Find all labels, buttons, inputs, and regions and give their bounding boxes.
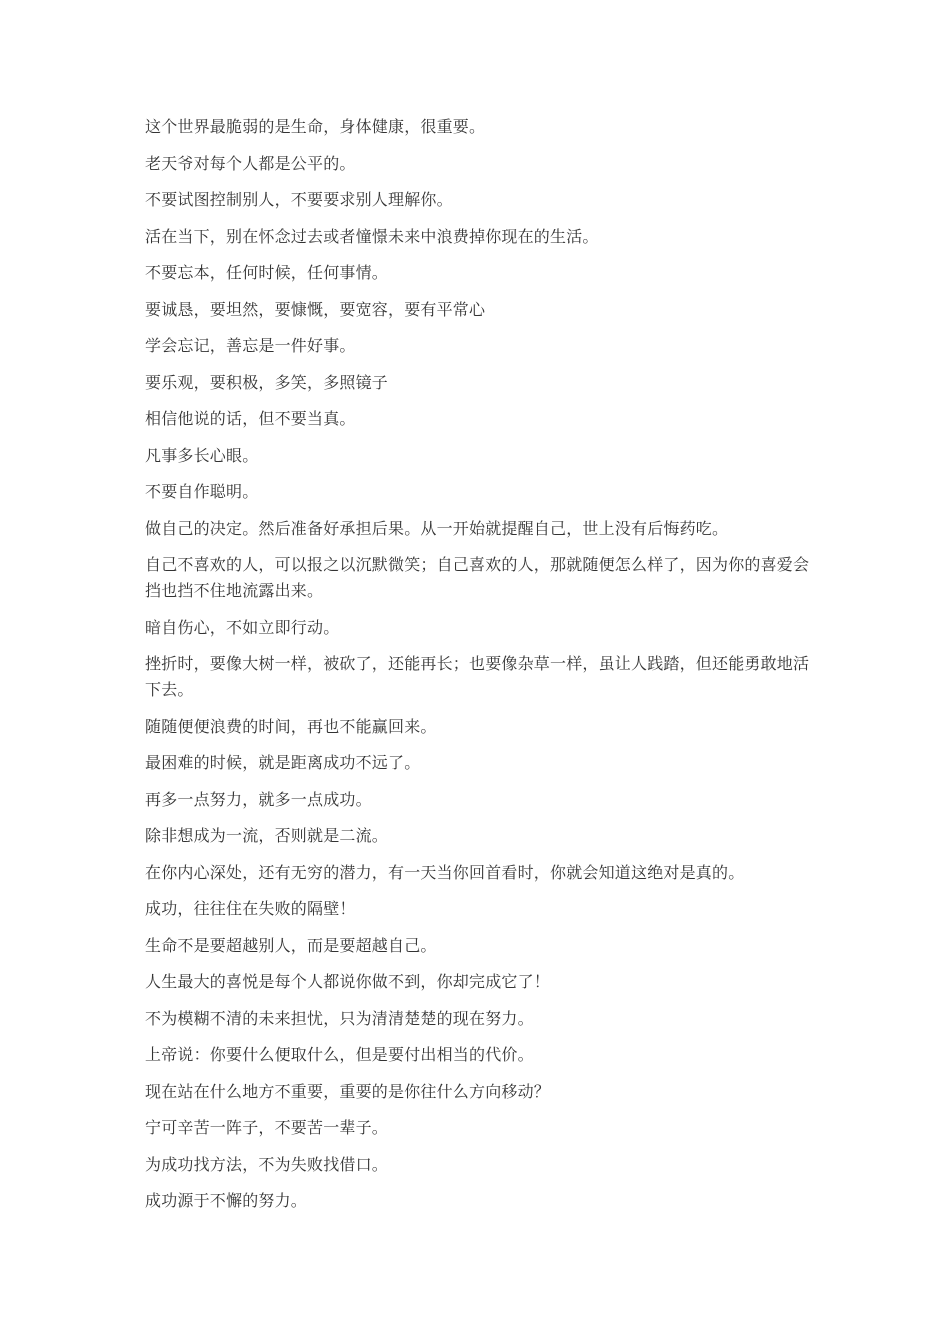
quote-list [145,114,810,1225]
quote-line: 活在当下，别在怀念过去或者憧憬未来中浪费掉你现在的生活。 [145,226,599,246]
quote-line: 成功，往往住在失败的隔壁！ [145,899,356,918]
quote-line: 挫折时，要像大树一样，被砍了，还能再长；也要像杂草一样，虽让人践踏，但还能勇敢地活下去。 [145,654,810,699]
quote-line: 不要试图控制别人，不要要求别人理解你。 [145,190,453,209]
quote-line: 做自己的决定。然后准备好承担后果。从一开始就提醒自己，世上没有后悔药吃。 [145,518,729,538]
quote-line: 老天爷对每个人都是公平的。 [145,153,356,173]
quote-line: 除非想成为一流，否则就是二流。 [145,826,389,845]
quote-line: 相信他说的话，但不要当真。 [145,409,356,428]
quote-line: 不要忘本，任何时候，任何事情。 [145,263,389,282]
quote-line: 学会忘记，善忘是一件好事。 [145,336,356,355]
quote-line: 宁可辛苦一阵子，不要苦一辈子。 [145,1118,389,1137]
quote-line: 不要自作聪明。 [145,482,259,501]
quote-line: 自己不喜欢的人，可以报之以沉默微笑；自己喜欢的人，那就随便怎么样了，因为你的喜爱会挡也挡不住地流露出来。 [145,555,810,600]
quote-line: 上帝说：你要什么便取什么，但是要付出相当的代价。 [145,1045,534,1064]
quote-line: 在你内心深处，还有无穷的潜力，有一天当你回首看时，你就会知道这绝对是真的。 [145,862,745,882]
quote-line: 最困难的时候，就是距离成功不远了。 [145,753,421,772]
quote-line: 这个世界最脆弱的是生命，身体健康，很重要。 [145,117,486,136]
quote-line: 要诚恳，要坦然，要慷慨，要宽容，要有平常心 [145,299,486,319]
quote-line: 凡事多长心眼。 [145,445,259,465]
quote-line: 要乐观，要积极，多笑，多照镜子 [145,372,389,392]
quote-line: 随随便便浪费的时间，再也不能赢回来。 [145,716,437,736]
quote-line: 人生最大的喜悦是每个人都说你做不到，你却完成它了！ [145,972,551,991]
quote-line: 现在站在什么地方不重要，重要的是你往什么方向移动？ [145,1081,551,1101]
quote-line: 成功源于不懈的努力。 [145,1191,308,1210]
quote-line: 不为模糊不清的未来担忧，只为清清楚楚的现在努力。 [145,1008,534,1028]
quote-line: 暗自伤心，不如立即行动。 [145,617,340,637]
quote-line: 生命不是要超越别人，而是要超越自己。 [145,935,437,955]
quote-line: 再多一点努力，就多一点成功。 [145,789,372,809]
quote-line: 为成功找方法，不为失败找借口。 [145,1154,389,1174]
